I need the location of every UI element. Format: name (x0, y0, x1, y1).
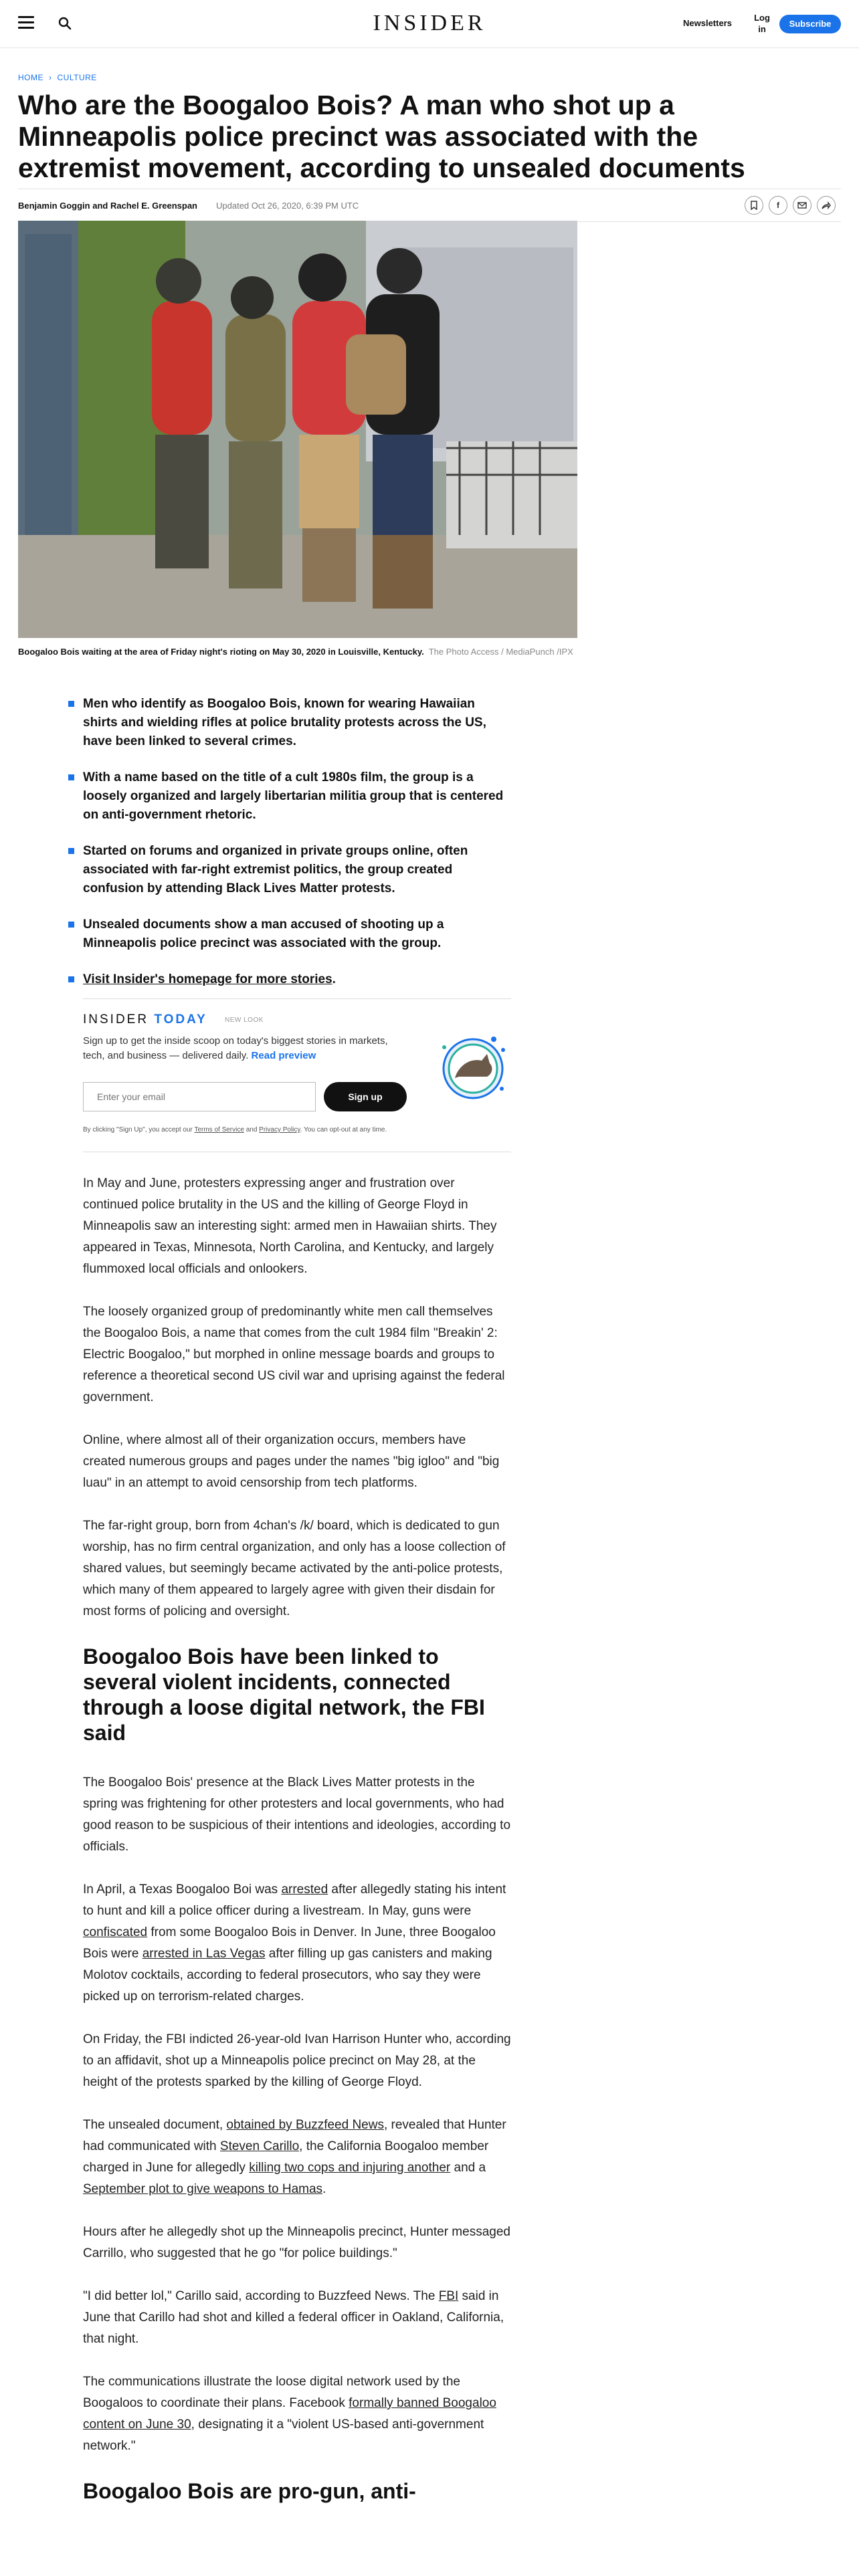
hero-photo (18, 221, 577, 638)
homepage-link[interactable]: Visit Insider's homepage for more stories (83, 972, 332, 986)
paragraph: In May and June, protesters expressing anger and frustration over continued police brutality in the US and the killing of George Floyd in Minneapolis saw an interesting sight: armed men in Hawaiian shirts. They appeared in Texas, Minnesota, North Carolina, and Kentucky, and largely flummoxed local officials and onlookers. (83, 1176, 497, 1276)
bookmark-icon[interactable] (745, 196, 763, 215)
hamas-plot-link[interactable]: September plot to give weapons to Hamas (83, 2182, 323, 2196)
breadcrumb-culture[interactable]: CULTURE (57, 73, 97, 82)
article-authors[interactable]: Benjamin Goggin and Rachel E. Greenspan (18, 201, 197, 211)
read-preview-link[interactable]: Read preview (251, 1050, 316, 1061)
share-icon[interactable] (817, 196, 836, 215)
article-timestamp: Updated Oct 26, 2020, 6:39 PM UTC (216, 201, 359, 211)
paragraph: "I did better lol," Carillo said, according to Buzzfeed News. The FBI said in June that Carillo had shot and killed a federal officer in Oakland, California, that night. (83, 2289, 504, 2346)
site-header (0, 0, 859, 48)
newsletter-illustration (436, 1030, 510, 1103)
summary-bullet: Started on forums and organized in private groups online, often associated with far-right extremist politics, the group created confusion by attending Black Lives Matter protests. (83, 842, 511, 898)
newsletter-signup (83, 998, 511, 1152)
terms-link[interactable]: Terms of Service (194, 1126, 244, 1134)
paragraph: In April, a Texas Boogaloo Boi was arrested after allegedly stating his intent to hunt and kill a police officer during a livestream. In May, guns were confiscated from some Boogaloo Bois in Denver. In June, three Boogaloo Bois were arrested in Las Vegas after filling up gas canisters and making Molotov cocktails, according to federal prosecutors, who say they were picked up on terrorism-related charges. (83, 1883, 506, 2004)
search-icon[interactable] (58, 16, 72, 31)
login-link[interactable]: Log in (754, 13, 770, 34)
paragraph: The Boogaloo Bois' presence at the Black Lives Matter protests in the spring was frightening for other protesters and local governments, who had good reason to be suspicious of their intentions and ideologies, according to officials. (83, 1776, 511, 1854)
breadcrumb (18, 73, 97, 82)
signup-button[interactable]: Sign up (324, 1082, 407, 1111)
newsletters-link[interactable]: Newsletters (683, 18, 732, 28)
summary-bullets (83, 695, 511, 1006)
paragraph: The unsealed document, obtained by Buzzfeed News, revealed that Hunter had communicated with Steven Carillo, the California Boogaloo member charged in June for allegedly killing two cops and injuring another and a September plot to give weapons to Hamas. (83, 2118, 506, 2196)
byline-bar (18, 189, 841, 222)
newsletter-description: Sign up to get the inside scoop on today's biggest stories in markets, tech, and business — delivered daily. Read preview (83, 1035, 388, 1061)
subscribe-button[interactable]: Subscribe (779, 15, 841, 33)
photo-caption (18, 646, 577, 658)
paragraph: The far-right group, born from 4chan's /k/ board, which is dedicated to gun worship, has no firm central organization, and only has a loose collection of shared values, but seemingly became activated by the anti-police protests, which many of them appeared to largely agree with given their disdain for most forms of policing and oversight. (83, 1519, 506, 1618)
summary-bullet: With a name based on the title of a cult 1980s film, the group is a loosely organized and largely libertarian militia group that is centered on anti-government rhetoric. (83, 768, 511, 825)
newsletter-brand: INSIDER TODAY (83, 1012, 207, 1027)
breadcrumb-home[interactable]: HOME (18, 73, 43, 82)
summary-bullet: Men who identify as Boogaloo Bois, known for wearing Hawaiian shirts and wielding rifles at police brutality protests across the US, have been linked to several crimes. (83, 695, 511, 751)
site-logo[interactable]: INSIDER (373, 11, 486, 35)
paragraph: Hours after he allegedly shot up the Minneapolis precinct, Hunter messaged Carrillo, who suggested that he go "for police buildings." (83, 2225, 510, 2260)
article-headline: Who are the Boogaloo Bois? A man who shot up a Minneapolis police precinct was associated with the extremist movement, according to unsealed documents (18, 90, 745, 183)
email-input[interactable] (83, 1082, 316, 1111)
photo-credit: The Photo Access / MediaPunch /IPX (428, 647, 573, 657)
summary-bullet-link-item: Visit Insider's homepage for more stories. (83, 970, 511, 989)
section-heading: Boogaloo Bois are pro-gun, anti- (83, 2479, 416, 2503)
chevron-right-icon: › (49, 73, 52, 82)
arrested-link[interactable]: arrested (281, 1883, 328, 1897)
summary-bullet: Unsealed documents show a man accused of shooting up a Minneapolis police precinct was associated with the group. (83, 916, 511, 953)
paragraph: On Friday, the FBI indicted 26-year-old Ivan Harrison Hunter who, according to an affidavit, shot up a Minneapolis police precinct on May 28, at the height of the protests sparked by the killing of George Floyd. (83, 2032, 511, 2089)
newsletter-tag: NEW LOOK (225, 1016, 264, 1024)
newsletter-legal: By clicking "Sign Up", you accept our Terms of Service and Privacy Policy. You can opt-out at any time. (83, 1126, 387, 1134)
carillo-link[interactable]: Steven Carillo (219, 2139, 300, 2153)
privacy-link[interactable]: Privacy Policy (259, 1126, 300, 1134)
article-body (83, 1173, 511, 2531)
email-icon[interactable] (793, 196, 812, 215)
facebook-icon[interactable]: f (769, 196, 787, 215)
facebook-ban-link[interactable]: formally banned Boogaloo content on June 30 (83, 2396, 496, 2432)
caption-text: Boogaloo Bois waiting at the area of Friday night's rioting on May 30, 2020 in Louisville, Kentucky. (18, 647, 424, 657)
menu-icon[interactable] (18, 16, 34, 29)
fbi-link[interactable]: FBI (438, 2289, 459, 2303)
section-heading: Boogaloo Bois have been linked to several violent incidents, connected through a loose digital network, the FBI said (83, 1644, 485, 1745)
killing-link[interactable]: killing two cops and injuring another (249, 2161, 451, 2175)
paragraph: The communications illustrate the loose digital network used by the Boogaloos to coordinate their plans. Facebook formally banned Boogaloo content on June 30, designating it a "violent US-based anti-government network." (83, 2375, 496, 2453)
las-vegas-link[interactable]: arrested in Las Vegas (142, 1947, 266, 1961)
confiscated-link[interactable]: confiscated (83, 1925, 148, 1939)
paragraph: Online, where almost all of their organization occurs, members have created numerous groups and pages under the names "big igloo" and "big luau" in an attempt to avoid censorship from tech platforms. (83, 1433, 500, 1490)
paragraph: The loosely organized group of predominantly white men call themselves the Boogaloo Bois, a name that comes from the cult 1984 film "Breakin' 2: Electric Boogaloo," but morphed in online message boards and groups to reference a theoretical second US civil war and uprising against the federal government. (83, 1305, 505, 1404)
buzzfeed-link[interactable]: obtained by Buzzfeed News (226, 2118, 384, 2132)
